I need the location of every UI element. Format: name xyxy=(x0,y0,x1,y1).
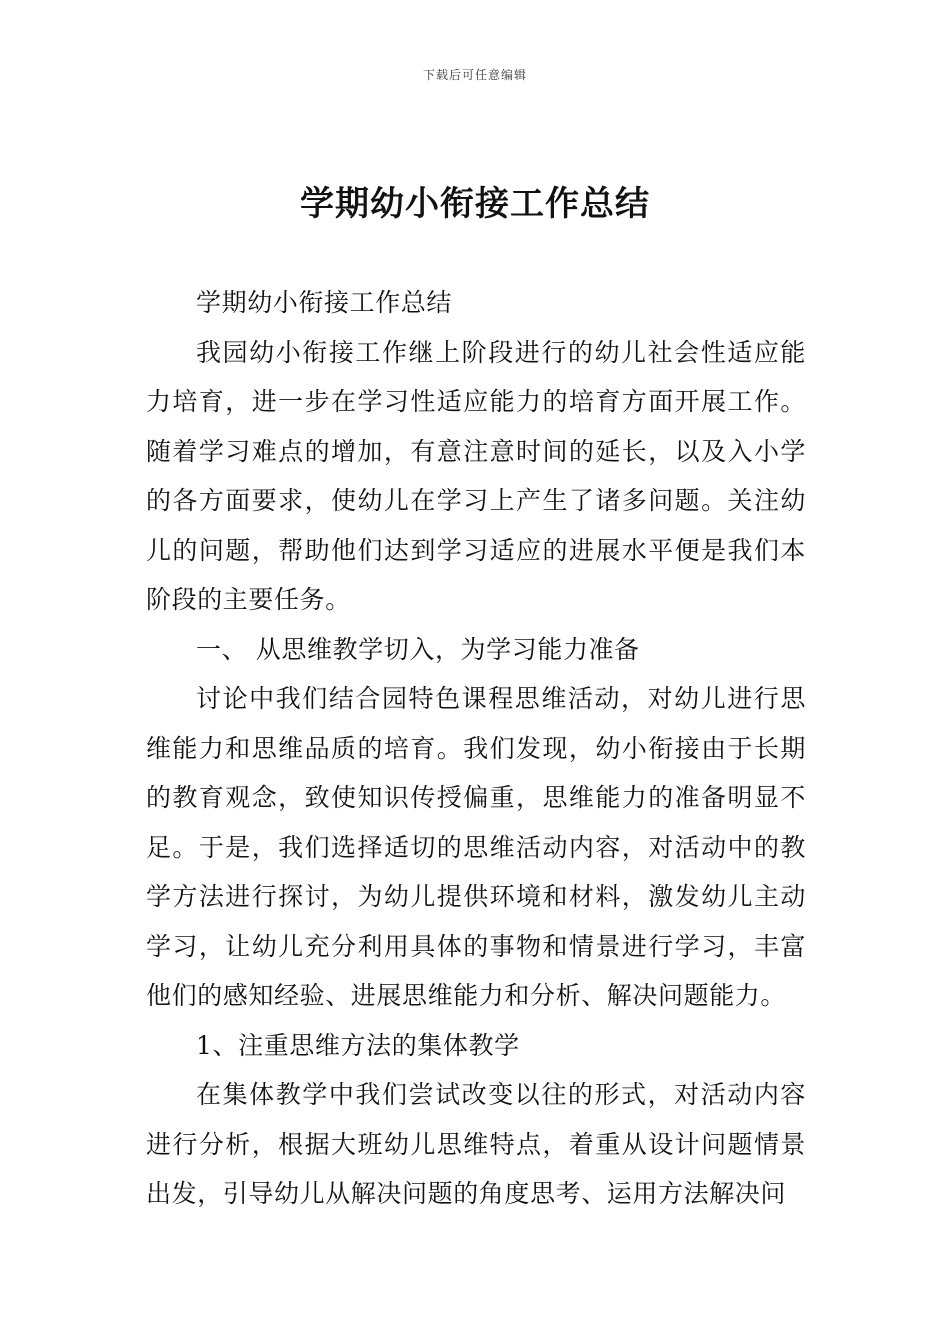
section-heading-1: 一、 从思维教学切入，为学习能力准备 xyxy=(196,634,640,664)
paragraph-section-1: 讨论中我们结合园特色课程思维活动，对幼儿进行思维能力和思维品质的培育。我们发现，幼小衔接由于长期的教育观念，致使知识传授偏重，思维能力的准备明显不足。于是，我们选择适切的思维活动内容，对活动中的教学方法进行探讨，为幼儿提供环境和材料，激发幼儿主动学习，让幼儿充分利用具体的事物和情景进行学习，丰富他们的感知经验、进展思维能力和分析、解决问题能力。 xyxy=(146,684,806,1010)
header-note: 下载后可任意编辑 xyxy=(422,68,527,82)
subsection-heading-1: 1、注重思维方法的集体教学 xyxy=(196,1030,520,1060)
paragraph-subtitle: 学期幼小衔接工作总结 xyxy=(196,288,453,317)
document-title: 学期幼小衔接工作总结 xyxy=(300,184,650,224)
paragraph-subsection-1: 在集体教学中我们尝试改变以往的形式，对活动内容进行分析，根据大班幼儿思维特点，着重从设计问题情景出发，引导幼儿从解决问题的角度思考、运用方法解决问 xyxy=(146,1080,806,1208)
paragraph-intro: 我园幼小衔接工作继上阶段进行的幼儿社会性适应能力培育，进一步在学习性适应能力的培育方面开展工作。随着学习难点的增加，有意注意时间的延长，以及入小学的各方面要求，使幼儿在学习上产生了诸多问题。关注幼儿的问题，帮助他们达到学习适应的进展水平便是我们本阶段的主要任务。 xyxy=(146,337,806,614)
document-body xyxy=(146,278,806,1219)
